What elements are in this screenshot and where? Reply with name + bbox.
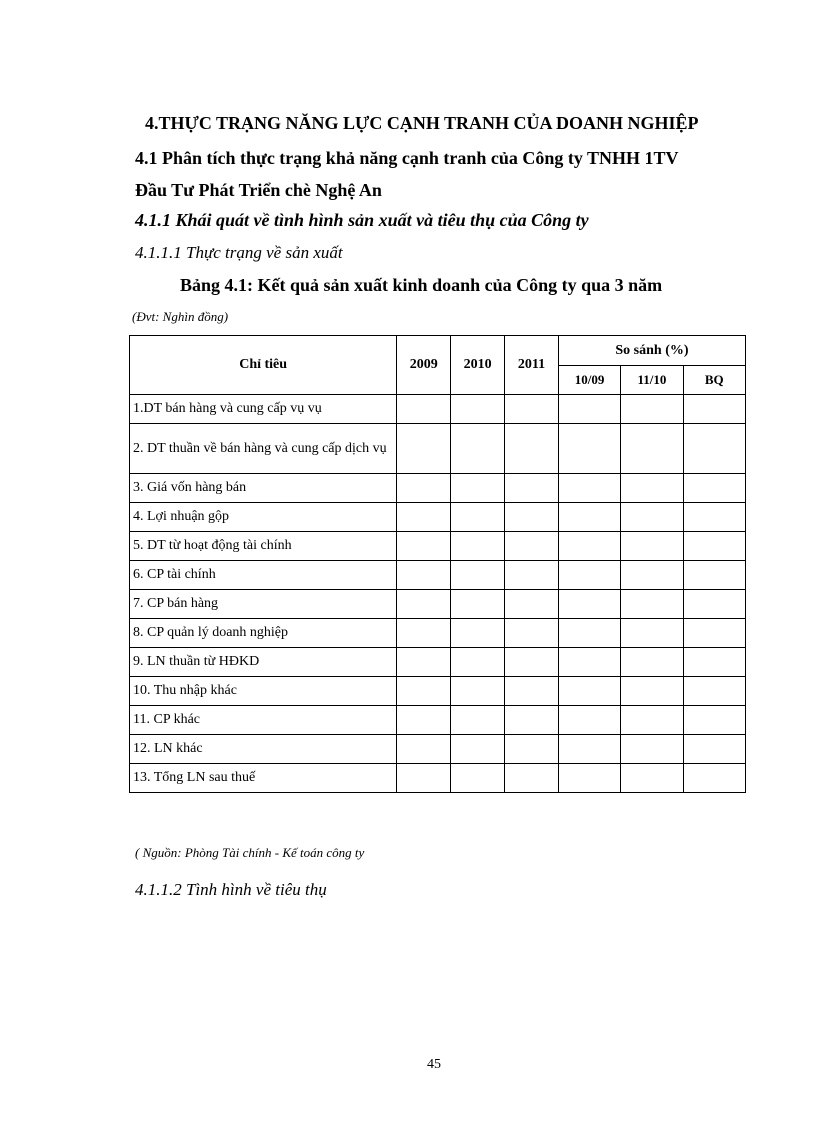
empty-value-cell [683,619,745,648]
empty-value-cell [397,474,451,503]
empty-value-cell [683,561,745,590]
empty-value-cell [558,424,620,474]
table-row [130,424,746,474]
table-body [130,395,746,793]
empty-value-cell [505,619,559,648]
empty-value-cell [558,474,620,503]
row-indicator-label: 12. LN khác [130,735,397,764]
empty-value-cell [451,561,505,590]
table-row [130,764,746,793]
header-cmp-11-10: 11/10 [621,366,683,395]
empty-value-cell [621,424,683,474]
item-heading-consumption: 4.1.1.2 Tình hình về tiêu thụ [135,880,327,899]
empty-value-cell [505,706,559,735]
empty-value-cell [683,648,745,677]
row-indicator-label: 13. Tổng LN sau thuế [130,764,397,793]
empty-value-cell [505,503,559,532]
empty-value-cell [397,648,451,677]
table-unit: (Đvt: Nghìn đồng) [132,309,229,324]
table-row [130,706,746,735]
empty-value-cell [451,590,505,619]
empty-value-cell [397,503,451,532]
empty-value-cell [558,677,620,706]
empty-value-cell [397,619,451,648]
empty-value-cell [397,561,451,590]
row-indicator-label: 10. Thu nhập khác [130,677,397,706]
empty-value-cell [451,503,505,532]
empty-value-cell [397,590,451,619]
empty-value-cell [558,735,620,764]
empty-value-cell [397,424,451,474]
table-row [130,503,746,532]
empty-value-cell [558,590,620,619]
empty-value-cell [505,735,559,764]
row-indicator-label: 5. DT từ hoạt động tài chính [130,532,397,561]
empty-value-cell [621,706,683,735]
row-indicator-label: 7. CP bán hàng [130,590,397,619]
empty-value-cell [683,395,745,424]
empty-value-cell [397,706,451,735]
table-row [130,619,746,648]
table-row [130,395,746,424]
empty-value-cell [451,706,505,735]
empty-value-cell [621,590,683,619]
empty-value-cell [451,395,505,424]
empty-value-cell [683,735,745,764]
header-comparison: So sánh (%) [558,336,745,366]
empty-value-cell [558,706,620,735]
table-row [130,677,746,706]
empty-value-cell [621,735,683,764]
empty-value-cell [683,706,745,735]
empty-value-cell [451,648,505,677]
empty-value-cell [558,395,620,424]
empty-value-cell [683,503,745,532]
empty-value-cell [505,561,559,590]
empty-value-cell [451,424,505,474]
empty-value-cell [621,532,683,561]
row-indicator-label: 6. CP tài chính [130,561,397,590]
page-number: 45 [427,1057,441,1072]
empty-value-cell [451,735,505,764]
empty-value-cell [505,474,559,503]
empty-value-cell [621,395,683,424]
header-2009: 2009 [397,336,451,395]
subsubsection-heading: 4.1.1 Khái quát về tình hình sản xuất và tiêu thụ của Công ty [135,210,589,230]
empty-value-cell [505,648,559,677]
source-note: ( Nguồn: Phòng Tài chính - Kế toán công ty [135,845,365,860]
empty-value-cell [505,764,559,793]
subsection-heading-line2: Đầu Tư Phát Triển chè Nghệ An [135,180,382,200]
empty-value-cell [683,474,745,503]
empty-value-cell [451,677,505,706]
row-indicator-label: 4. Lợi nhuận gộp [130,503,397,532]
empty-value-cell [621,677,683,706]
table-row [130,532,746,561]
empty-value-cell [397,532,451,561]
empty-value-cell [505,590,559,619]
table-row [130,648,746,677]
table-row [130,474,746,503]
empty-value-cell [451,764,505,793]
empty-value-cell [558,764,620,793]
table-row [130,735,746,764]
empty-value-cell [621,561,683,590]
empty-value-cell [683,590,745,619]
empty-value-cell [558,503,620,532]
empty-value-cell [558,648,620,677]
item-heading-production: 4.1.1.1 Thực trạng về sản xuất [135,243,343,262]
row-indicator-label: 11. CP khác [130,706,397,735]
empty-value-cell [397,395,451,424]
results-table [129,335,746,793]
header-indicator: Chỉ tiêu [130,336,397,395]
header-cmp-10-09: 10/09 [558,366,620,395]
empty-value-cell [451,474,505,503]
empty-value-cell [505,395,559,424]
empty-value-cell [397,677,451,706]
empty-value-cell [505,424,559,474]
row-indicator-label: 2. DT thuần về bán hàng và cung cấp dịch vụ [130,424,397,474]
row-indicator-label: 9. LN thuần từ HĐKD [130,648,397,677]
table-row [130,561,746,590]
empty-value-cell [621,503,683,532]
empty-value-cell [683,424,745,474]
subsection-heading-line1: 4.1 Phân tích thực trạng khả năng cạnh tranh của Công ty TNHH 1TV [135,148,679,168]
empty-value-cell [558,532,620,561]
header-cmp-bq: BQ [683,366,745,395]
empty-value-cell [451,619,505,648]
row-indicator-label: 3. Giá vốn hàng bán [130,474,397,503]
empty-value-cell [451,532,505,561]
empty-value-cell [397,764,451,793]
empty-value-cell [558,561,620,590]
empty-value-cell [621,648,683,677]
table-row [130,590,746,619]
header-2011: 2011 [505,336,559,395]
row-indicator-label: 1.DT bán hàng và cung cấp vụ vụ [130,395,397,424]
empty-value-cell [683,764,745,793]
empty-value-cell [397,735,451,764]
empty-value-cell [505,677,559,706]
empty-value-cell [683,677,745,706]
empty-value-cell [621,474,683,503]
empty-value-cell [621,619,683,648]
empty-value-cell [505,532,559,561]
header-2010: 2010 [451,336,505,395]
table-caption: Bảng 4.1: Kết quả sản xuất kinh doanh của Công ty qua 3 năm [180,275,663,295]
empty-value-cell [621,764,683,793]
section-heading: 4.THỰC TRẠNG NĂNG LỰC CẠNH TRANH CỦA DOANH NGHIỆP [145,113,699,133]
empty-value-cell [683,532,745,561]
row-indicator-label: 8. CP quản lý doanh nghiệp [130,619,397,648]
empty-value-cell [558,619,620,648]
